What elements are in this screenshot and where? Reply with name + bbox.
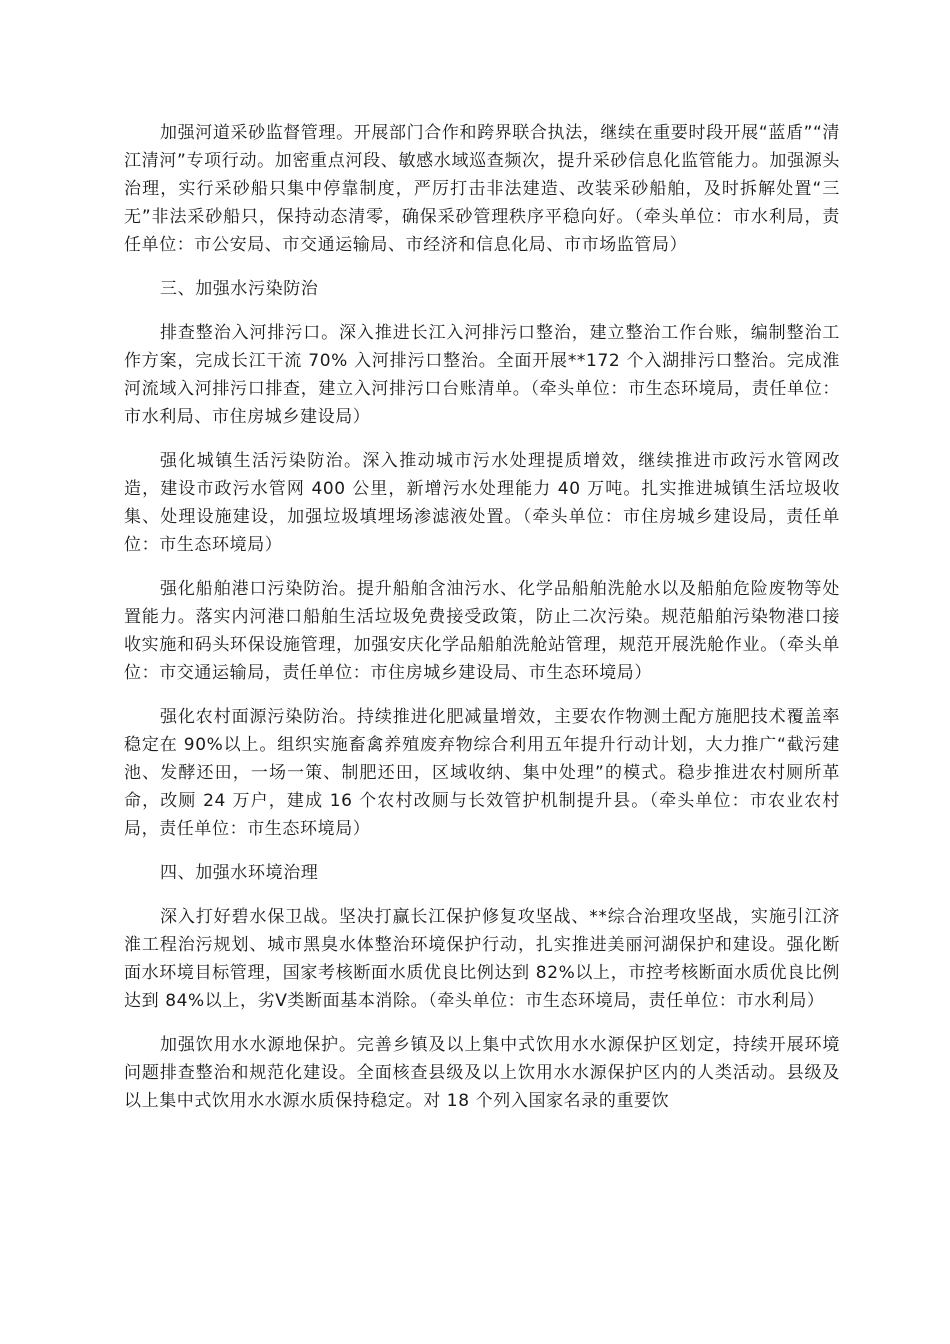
document-body <box>124 119 840 1131</box>
paragraph-ship-port-pollution: 强化船舶港口污染防治。提升船舶含油污水、化学品船舶洗舱水以及船舶危险废物等处置能力。落实内河港口船舶生活垃圾免费接受政策，防止二次污染。规范船舶污染物港口接收实施和码头环保设施管理，加强安庆化学品船舶洗舱站管理，规范开展洗舱作业。（牵头单位：市交通运输局，责任单位：市住房城乡建设局、市生态环境局） <box>124 579 840 683</box>
section-heading-water-pollution: 三、加强水污染防治 <box>160 279 319 299</box>
paragraph-sewage-outlets: 排查整治入河排污口。深入推进长江入河排污口整治，建立整治工作台账，编制整治工作方案，完成长江干流 70% 入河排污口整治。全面开展**172 个入湖排污口整治。完成淮河流域入河排污口排查，建立入河排污口台账清单。（牵头单位：市生态环境局，责任单位：市水利局、市住房城乡建设局） <box>124 323 840 427</box>
paragraph-rural-nonpoint-pollution: 强化农村面源污染防治。持续推进化肥减量增效，主要农作物测土配方施肥技术覆盖率稳定在 90%以上。组织实施畜禽养殖废弃物综合利用五年提升行动计划，大力推广“截污建池、发酵还田，一场一策、制肥还田，区域收纳、集中处理”的模式。稳步推进农村厕所革命，改厕 24 万户，建成 16 个农村改厕与长效管护机制提升县。（牵头单位：市农业农村局，责任单位：市生态环境局） <box>124 707 840 839</box>
paragraph-river-sand-mining: 加强河道采砂监督管理。开展部门合作和跨界联合执法，继续在重要时段开展“蓝盾”“清江清河”专项行动。加密重点河段、敏感水域巡查频次，提升采砂信息化监管能力。加强源头治理，实行采砂船只集中停靠制度，严厉打击非法建造、改装采砂船舶，及时拆解处置“三无”非法采砂船只，保持动态清零，确保采砂管理秩序平稳向好。（牵头单位：市水利局，责任单位：市公安局、市交通运输局、市经济和信息化局、市市场监管局） <box>124 123 840 255</box>
section-heading-water-environment: 四、加强水环境治理 <box>160 863 319 883</box>
paragraph-drinking-water-protection: 加强饮用水水源地保护。完善乡镇及以上集中式饮用水水源保护区划定，持续开展环境问题排查整治和规范化建设。全面核查县级及以上饮用水水源保护区内的人类活动。县级及以上集中式饮用水水源水质保持稳定。对 18 个列入国家名录的重要饮 <box>124 1035 840 1111</box>
paragraph-urban-domestic-pollution: 强化城镇生活污染防治。深入推动城市污水处理提质增效，继续推进市政污水管网改造，建设市政污水管网 400 公里，新增污水处理能力 40 万吨。扎实推进城镇生活垃圾收集、处理设施建设，加强垃圾填埋场渗滤液处置。（牵头单位：市住房城乡建设局，责任单位：市生态环境局） <box>124 451 840 555</box>
paragraph-clear-water-campaign: 深入打好碧水保卫战。坚决打赢长江保护修复攻坚战、**综合治理攻坚战，实施引江济淮工程治污规划、城市黑臭水体整治环境保护行动，扎实推进美丽河湖保护和建设。强化断面水环境目标管理，国家考核断面水质优良比例达到 82%以上，市控考核断面水质优良比例达到 84%以上，劣V类断面基本消除。（牵头单位：市生态环境局，责任单位：市水利局） <box>124 907 840 1011</box>
